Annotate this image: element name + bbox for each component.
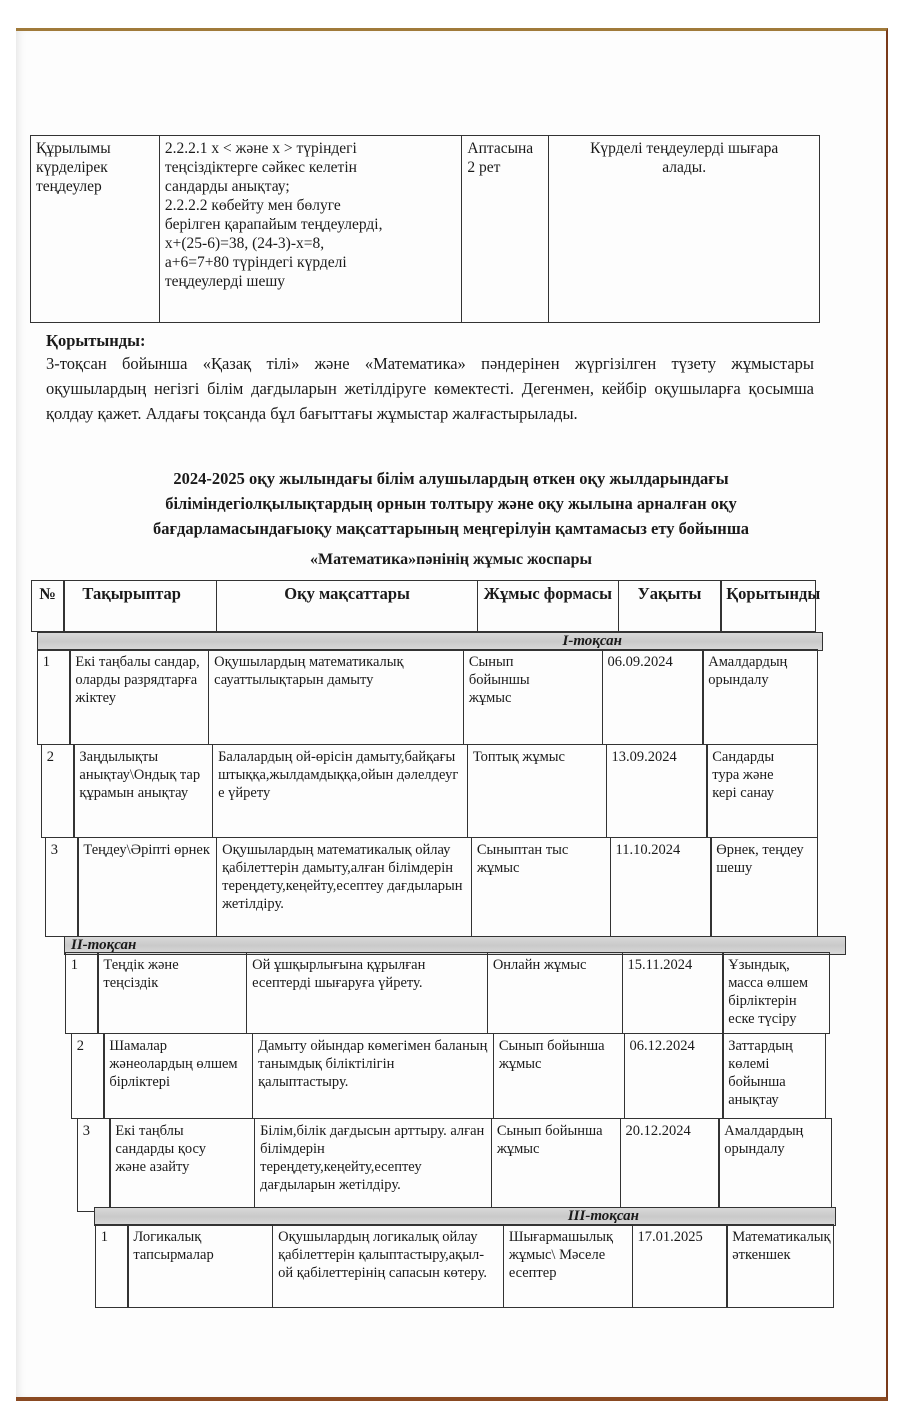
objective-line: берілген қарапайым теңдеулерді, (164, 216, 383, 233)
row-topic: Заңдылықты анықтау\Ондық тар құрамын анықтау (73, 744, 213, 838)
row-result: Сандарды тура және кері санау (706, 744, 818, 838)
header-objectives: Оқу мақсаттары (216, 580, 478, 632)
row-form: Сынып бойынша жұмыс (493, 1033, 625, 1119)
row-topic: Логикалық тапсырмалар (127, 1224, 273, 1308)
row-topic: Екі таңблы сандарды қосу және азайту (109, 1118, 255, 1212)
plan-title-line: біліміндегіолқылықтардың орнын толтыру және оқу жылына арналған оқу (165, 494, 737, 513)
quarter-band: II-тоқсан (64, 936, 846, 955)
header-num: № (31, 580, 65, 632)
row-objective: Ой ұшқырлығына құрылған есептерді шығаруға үйрету. (246, 952, 488, 1034)
row-num: 2 (41, 744, 75, 838)
table-row (42, 745, 818, 838)
topic-cell: Құрылымы күрделірек теңдеулер (31, 136, 160, 323)
row-result: Амалдардың орындалу (702, 649, 818, 745)
row-topic: Теңдік және теңсіздік (97, 952, 247, 1034)
header-work-form: Жұмыс формасы (477, 580, 619, 632)
conclusion-title: Қорытынды: (46, 331, 146, 350)
scanned-page (16, 28, 888, 1401)
header-topics: Тақырыптар (63, 580, 217, 632)
plan-title (56, 466, 846, 541)
row-objective: Оқушылардың логикалық ойлау қабілеттерін қалыптастыру,ақыл-ой қабілеттерінің сапасын көтеру. (272, 1224, 504, 1308)
plan-title-line: бағдарламасындағыоқу мақсаттарының меңгерілуін қамтамасыз ету бойынша (152, 519, 749, 538)
table-row (31, 136, 820, 323)
row-topic: Екі таңбалы сандар, оларды разрядтарға жіктеу (69, 649, 209, 745)
quarter-band: III-тоқсан (94, 1207, 836, 1226)
table-row (72, 1034, 826, 1119)
row-num: 3 (45, 837, 79, 937)
row-result: Ұзындық, масса өлшем бірліктерін еске түсіру (722, 952, 830, 1034)
outcome-cell: Күрделі теңдеулерді шығара алады. (549, 136, 820, 323)
row-num: 1 (65, 952, 99, 1034)
row-form: Сынып бойынша жұмыс (491, 1118, 621, 1212)
objective-line: теңсіздіктерге сәйкес келетін (164, 159, 357, 176)
row-result: Заттардың көлемі бойынша анықтау (722, 1033, 826, 1119)
row-objective: Дамыту ойындар көмегімен баланың танымдық біліктілігін қалыптастыру. (252, 1033, 494, 1119)
conclusion-body: 3-тоқсан бойынша «Қазақ тілі» және «Математика» пәндерінен жүргізілген түзету жұмыстары оқушылардың негізгі білім дағдыларын жетілдіруге көмектесті. Дегенмен, кейбір оқушыларға қосымша қолдау қажет. Алдағы тоқсанда бұл бағыттағы жұмыстар жалғастырылады. (46, 354, 814, 423)
row-form: Топтық жұмыс (467, 744, 607, 838)
row-topic: Теңдеу\Әріпті өрнек (77, 837, 217, 937)
row-objective: Оқушылардың математикалық сауаттылықтарын дамыту (208, 649, 464, 745)
quarter-band: I-тоқсан (37, 632, 823, 651)
row-date: 06.09.2024 (602, 649, 704, 745)
row-num: 3 (77, 1118, 111, 1212)
row-form: Сынып бойыншы жұмыс (463, 649, 603, 745)
objective-line: a+6=7+80 түріндегі күрделі (164, 254, 347, 271)
row-form: Сыныптан тыс жұмыс (471, 837, 611, 937)
header-date: Уақыты (618, 580, 722, 632)
frequency-cell: Аптасына 2 рет (462, 136, 549, 323)
table-row (46, 838, 818, 937)
row-date: 06.12.2024 (624, 1033, 724, 1119)
row-date: 11.10.2024 (610, 837, 712, 937)
row-objective: Оқушылардың математикалық ойлау қабілеттерін дамыту,алған білімдерін тереңдету,кеңейту,есептеу дағдыларын жетілдіру. (216, 837, 472, 937)
row-result: Амалдардың орындалу (718, 1118, 832, 1212)
row-num: 1 (95, 1224, 129, 1308)
objective-line: сандарды анықтау; (164, 178, 290, 195)
row-date: 20.12.2024 (620, 1118, 720, 1212)
table-row (66, 953, 830, 1034)
table-row (96, 1225, 834, 1308)
plan-title-line: 2024-2025 оқу жылындағы білім алушылардың өткен оқу жылдарындағы (173, 469, 729, 488)
objective-line: x+(25-6)=38, (24-3)-x=8, (164, 235, 325, 252)
row-form: Шығармашылық жұмыс\ Мәселе есептер (503, 1224, 633, 1308)
table-row (78, 1119, 832, 1212)
row-result: Математикалық әткеншек (726, 1224, 834, 1308)
row-date: 13.09.2024 (606, 744, 708, 838)
row-date: 17.01.2025 (632, 1224, 728, 1308)
row-result: Өрнек, теңдеу шешу (710, 837, 818, 937)
row-form: Онлайн жұмыс (487, 952, 623, 1034)
objective-cell (159, 136, 462, 323)
row-date: 15.11.2024 (622, 952, 724, 1034)
row-objective: Балалардың ой-өрісін дамыту,байқағыштыққа,жылдамдыққа,ойын дәлелдеуге үйрету (212, 744, 468, 838)
objective-line: 2.2.2.1 x < және x > түріндегі (164, 140, 357, 157)
plan-subtitle: «Математика»пәнінің жұмыс жоспары (310, 551, 592, 568)
continuation-table (30, 135, 820, 323)
objective-line: теңдеулерді шешу (164, 273, 286, 290)
row-topic: Шамалар жәнеолардың өлшем бірліктері (103, 1033, 253, 1119)
row-objective: Білім,білік дағдысын арттыру. алған білімдерін тереңдету,кеңейту,есептеу дағдыларын жетілдіру. (254, 1118, 492, 1212)
row-num: 2 (71, 1033, 105, 1119)
objective-line: 2.2.2.2 көбейту мен бөлуге (164, 197, 341, 214)
header-result: Қорытынды (720, 580, 816, 632)
plan-table-header (32, 581, 821, 632)
row-num: 1 (37, 649, 71, 745)
table-row (38, 650, 818, 745)
